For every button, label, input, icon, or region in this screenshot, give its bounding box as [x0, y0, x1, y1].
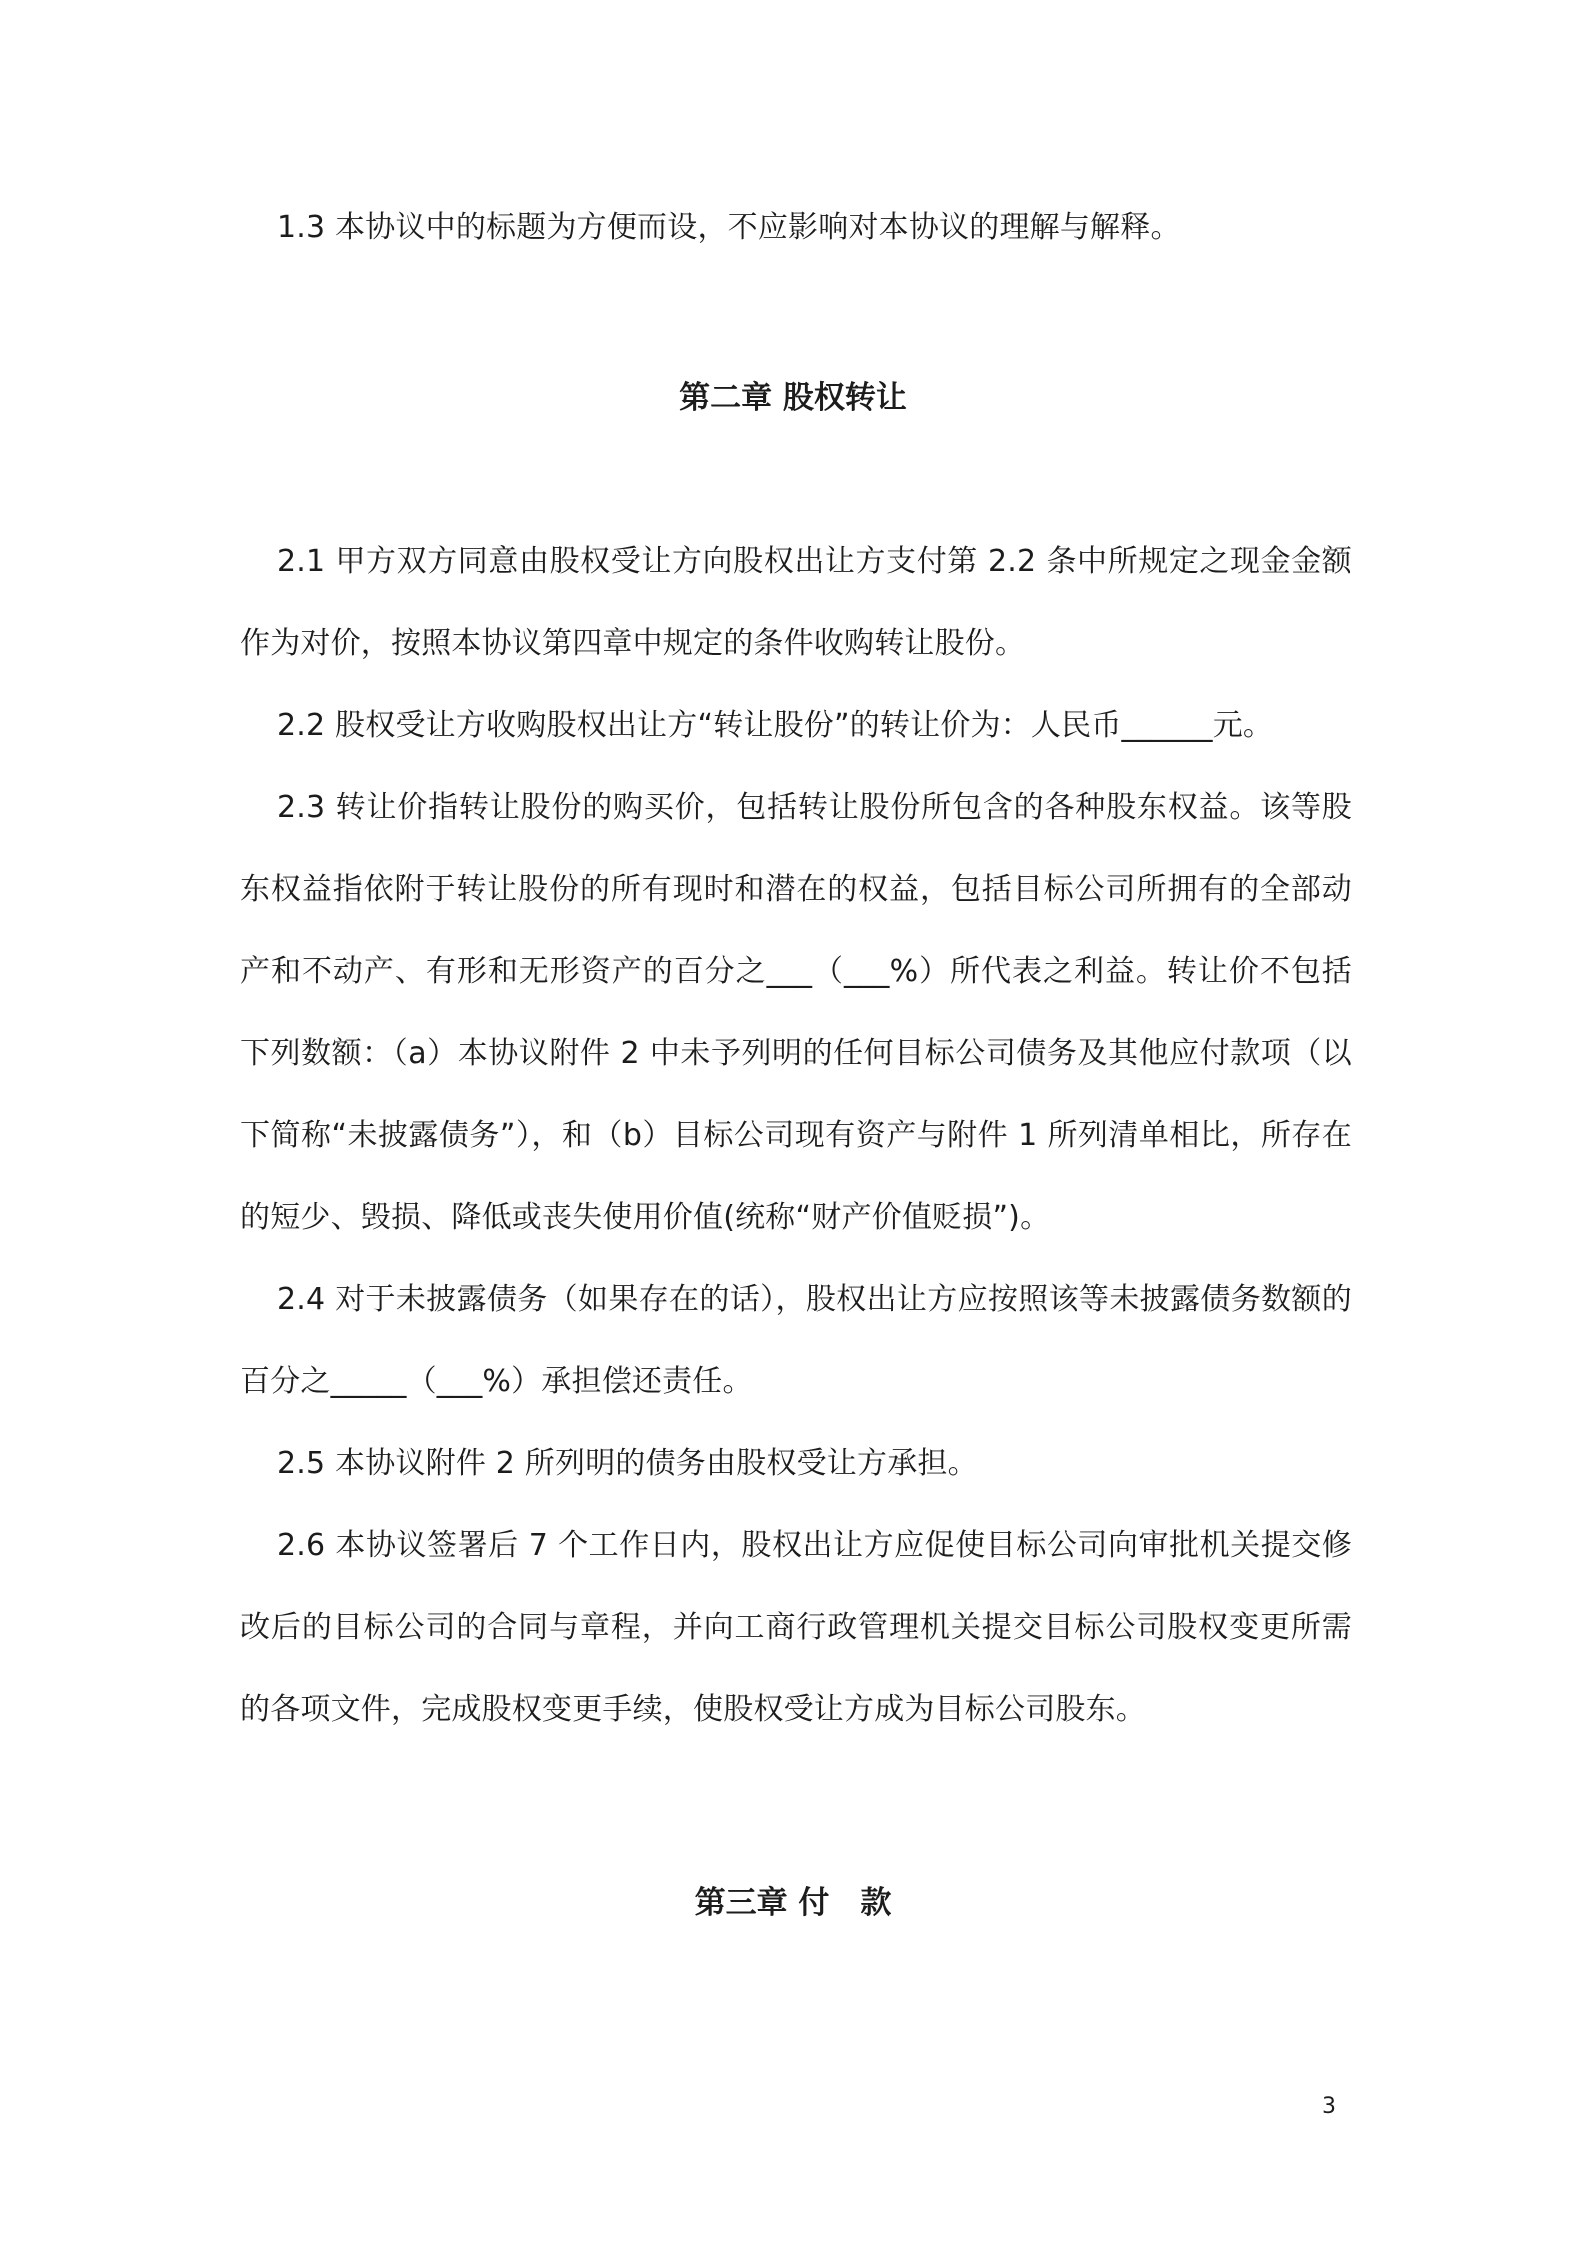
- clause-1-3: 1.3 本协议中的标题为方便而设，不应影响对本协议的理解与解释。: [277, 210, 1181, 245]
- clause-2-6: 2.6 本协议签署后 7 个工作日内，股权出让方应促使目标公司向审批机关提交修改后的目标公司的合同与章程，并向工商行政管理机关提交目标公司股权变更所需的各项文件，完成股权变更手续，使股权受让方成为目标公司股东。: [240, 1528, 1352, 1727]
- chapter-2-heading: 第二章 股权转让: [679, 380, 907, 416]
- clause-2-2: 2.2 股权受让方收购股权出让方“转让股份”的转让价为：人民币______元。: [277, 708, 1274, 743]
- page-number: 3: [1322, 2094, 1336, 2119]
- clause-2-1: 2.1 甲方双方同意由股权受让方向股权出让方支付第 2.2 条中所规定之现金金额作为对价，按照本协议第四章中规定的条件收购转让股份。: [240, 544, 1352, 661]
- clause-2-3: 2.3 转让价指转让股份的购买价，包括转让股份所包含的各种股东权益。该等股东权益指依附于转让股份的所有现时和潜在的权益，包括目标公司所拥有的全部动产和不动产、有形和无形资产的百分之___（___%）所代表之利益。转让价不包括下列数额：（a）本协议附件 2 中未予列明的任何目标公司债务及其他应付款项（以下简称“未披露债务”），和（b）目标公司现有资产与附件 1 所列清单相比，所存在的短少、毁损、降低或丧失使用价值(统称“财产价值贬损”)。: [240, 790, 1352, 1235]
- chapter-3-heading: 第三章 付 款: [694, 1885, 892, 1921]
- clause-2-5: 2.5 本协议附件 2 所列明的债务由股权受让方承担。: [277, 1446, 978, 1481]
- clause-2-4: 2.4 对于未披露债务（如果存在的话），股权出让方应按照该等未披露债务数额的百分之_____（___%）承担偿还责任。: [240, 1282, 1352, 1399]
